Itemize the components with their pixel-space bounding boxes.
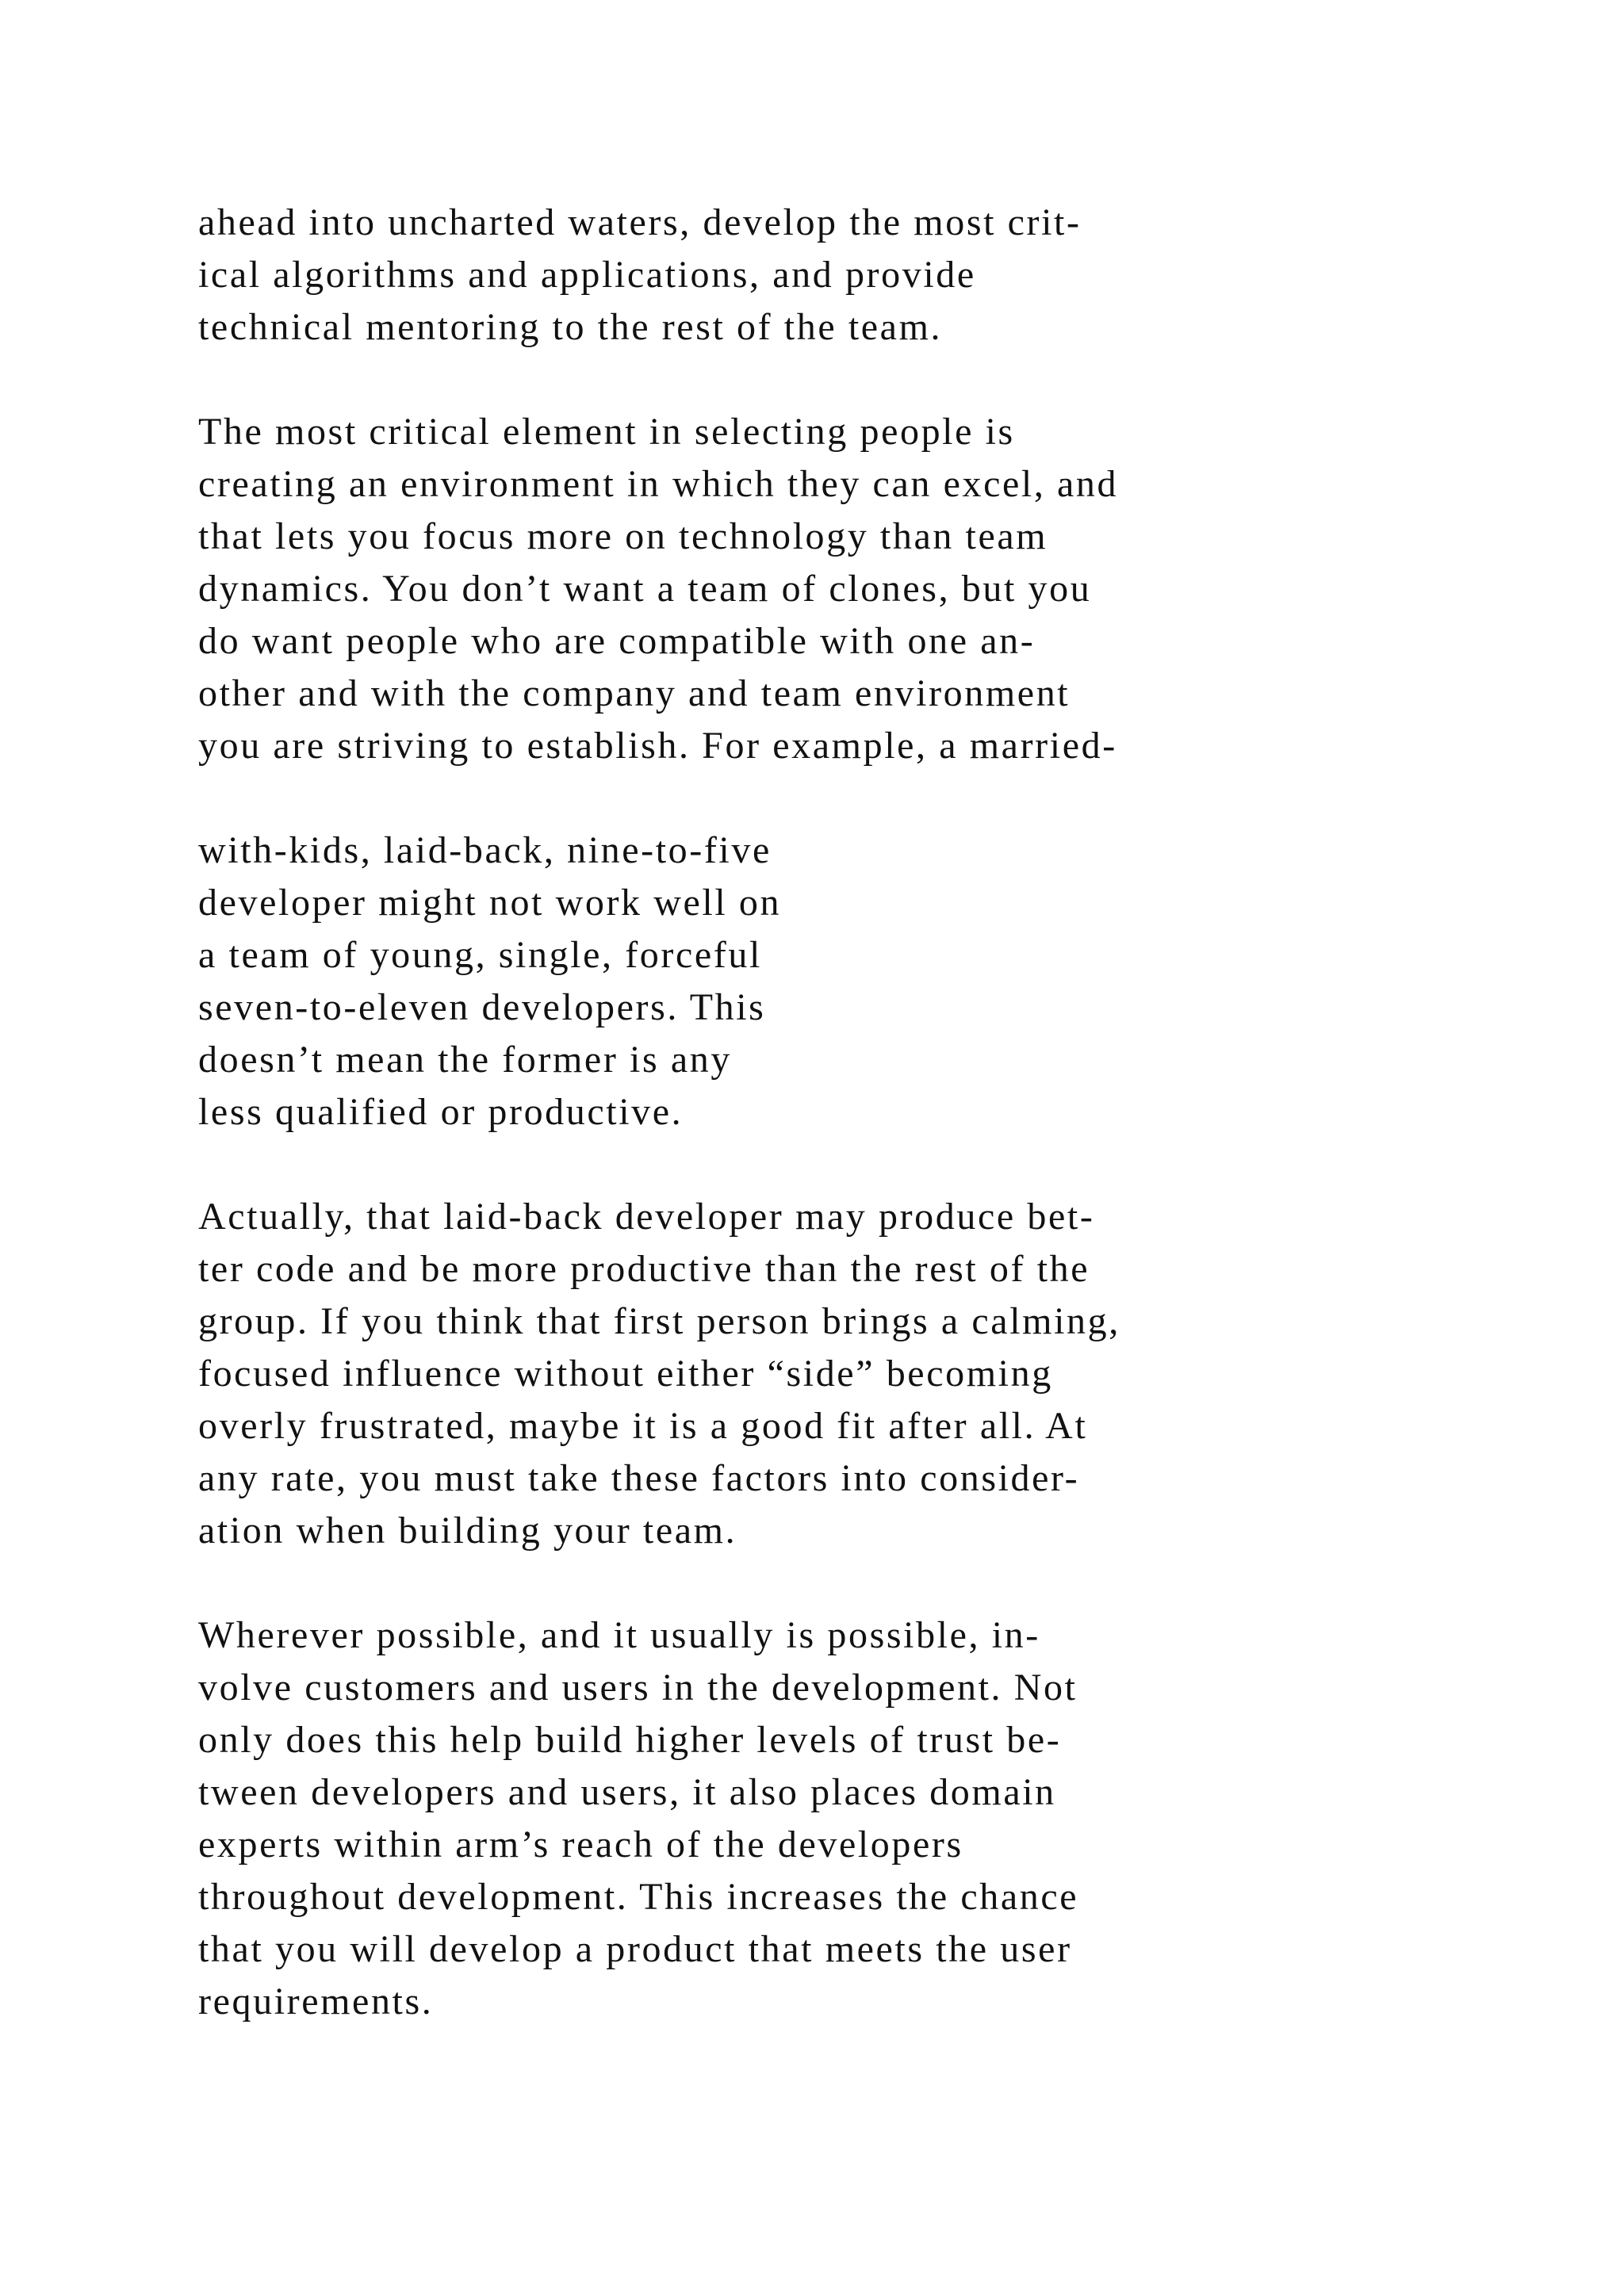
text-line: overly frustrated, maybe it is a good fit after all. At bbox=[198, 1405, 1088, 1447]
text-line: you are striving to establish. For example, a married- bbox=[198, 725, 1117, 767]
text-line: ation when building your team. bbox=[198, 1510, 737, 1552]
text-line: with-kids, laid-back, nine-to-five bbox=[198, 829, 772, 871]
text-line: The most critical element in selecting people is bbox=[198, 411, 1015, 453]
text-line: that you will develop a product that meets the user bbox=[198, 1928, 1072, 1970]
text-line: throughout development. This increases the chance bbox=[198, 1876, 1079, 1918]
text-line: any rate, you must take these factors into consider- bbox=[198, 1457, 1080, 1499]
paragraph bbox=[198, 825, 1546, 1138]
body-text bbox=[198, 197, 1546, 2080]
text-line: other and with the company and team environment bbox=[198, 672, 1071, 714]
text-line: do want people who are compatible with one an- bbox=[198, 620, 1036, 662]
text-line: focused influence without either “side” becoming bbox=[198, 1353, 1053, 1395]
text-line: Actually, that laid-back developer may produce bet- bbox=[198, 1196, 1095, 1238]
text-line: tween developers and users, it also places domain bbox=[198, 1771, 1056, 1813]
text-line: a team of young, single, forceful bbox=[198, 934, 762, 976]
text-line: volve customers and users in the development. Not bbox=[198, 1667, 1078, 1709]
text-line: group. If you think that first person brings a calming, bbox=[198, 1300, 1120, 1342]
text-line: that lets you focus more on technology than team bbox=[198, 515, 1048, 557]
text-line: ahead into uncharted waters, develop the most crit- bbox=[198, 201, 1082, 243]
paragraph bbox=[198, 406, 1546, 772]
paragraph bbox=[198, 197, 1546, 354]
text-line: Wherever possible, and it usually is possible, in- bbox=[198, 1614, 1040, 1656]
text-line: ical algorithms and applications, and provide bbox=[198, 254, 976, 296]
text-line: creating an environment in which they can excel, and bbox=[198, 463, 1119, 505]
text-line: experts within arm’s reach of the developers bbox=[198, 1823, 963, 1866]
text-line: requirements. bbox=[198, 1980, 434, 2022]
text-line: ter code and be more productive than the rest of the bbox=[198, 1248, 1090, 1290]
text-line: dynamics. You don’t want a team of clones, but you bbox=[198, 568, 1092, 610]
paragraph bbox=[198, 1609, 1546, 2028]
text-line: only does this help build higher levels of trust be- bbox=[198, 1719, 1062, 1761]
text-line: seven-to-eleven developers. This bbox=[198, 986, 766, 1028]
text-line: technical mentoring to the rest of the team. bbox=[198, 306, 943, 348]
text-line: doesn’t mean the former is any bbox=[198, 1039, 732, 1081]
paragraph bbox=[198, 1191, 1546, 1557]
text-line: less qualified or productive. bbox=[198, 1091, 684, 1133]
text-line: developer might not work well on bbox=[198, 882, 782, 924]
